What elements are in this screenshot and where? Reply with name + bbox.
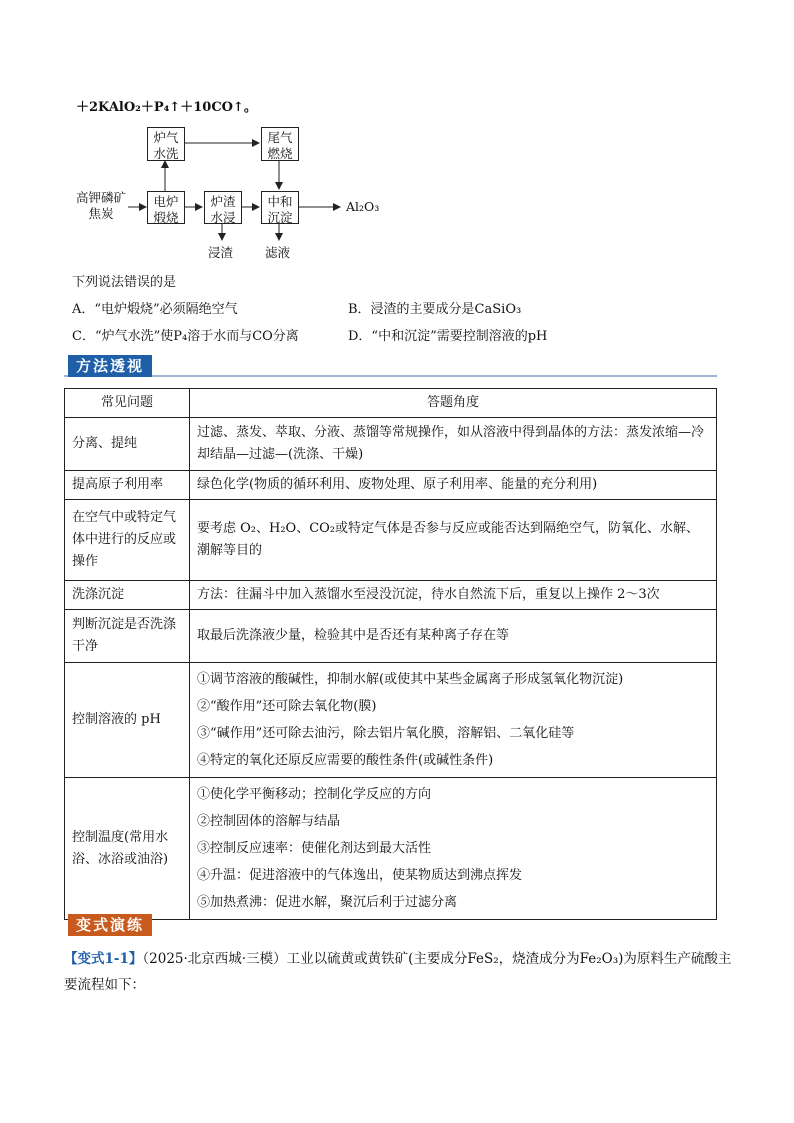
answer-line: ②“酸作用”还可除去氧化物(膜): [197, 699, 377, 714]
answer-line: ①调节溶液的酸碱性，抑制水解(或使其中某些金属离子形成氢氧化物沉淀): [197, 672, 624, 687]
row-topic: 控制溶液的 pH: [65, 663, 190, 778]
answer-line: ⑤加热煮沸：促进水解，聚沉后利于过滤分离: [197, 895, 458, 910]
row-answer: [190, 778, 717, 920]
flow-box-gas-wash: 炉气 水洗: [147, 127, 185, 161]
table-header-answer: 答题角度: [190, 389, 717, 418]
method-banner: 方法透视: [68, 355, 152, 377]
exercise-source: （2025·北京西城·三模）: [142, 951, 287, 967]
flow-input-label: 高钾磷矿 焦炭: [75, 190, 126, 221]
exercise-tag: 【变式1-1】: [64, 951, 143, 967]
row-answer: 要考虑 O₂、H₂O、CO₂或特定气体是否参与反应或能否达到隔绝空气，防氧化、水解、潮解等目的: [190, 500, 717, 581]
flow-residue: 浸渣: [208, 245, 234, 260]
table-row: [65, 610, 717, 663]
table-row: [65, 663, 717, 778]
answer-line: ④升温：促进溶液中的气体逸出，使某物质达到沸点挥发: [197, 868, 523, 883]
method-banner-rule: [64, 375, 717, 377]
row-topic: 洗涤沉淀: [65, 581, 190, 610]
row-topic: 分离、提纯: [65, 418, 190, 471]
flow-box-slag-leach: 炉渣 水浸: [204, 191, 242, 224]
answer-line: ③“碱作用”还可除去油污，除去铝片氧化膜，溶解铝、二氧化硅等: [197, 726, 575, 741]
flow-arrows: [0, 0, 794, 280]
row-topic: 控制温度(常用水浴、冰浴或油浴): [65, 778, 190, 920]
exercise-text: 工业以硫黄或黄铁矿(主要成分FeS₂，烧渣成分为Fe₂O₃)为原料生产硫酸主要流程如下：: [64, 951, 732, 993]
flow-box-tail-gas: 尾气 燃烧: [261, 127, 299, 161]
option-c: C．“炉气水洗”使P₄溶于水而与CO分离: [72, 329, 299, 344]
table-row: [65, 500, 717, 581]
flow-filtrate: 滤液: [265, 245, 291, 260]
row-answer: 过滤、蒸发、萃取、分液、蒸馏等常规操作，如从溶液中得到晶体的方法：蒸发浓缩—冷却结晶—过滤—(洗涤、干燥): [190, 418, 717, 471]
exercise-paragraph: [64, 946, 734, 998]
row-answer: 方法：往漏斗中加入蒸馏水至浸没沉淀，待水自然流下后，重复以上操作 2～3次: [190, 581, 717, 610]
row-topic: 提高原子利用率: [65, 471, 190, 500]
flow-box-furnace: 电炉 煅烧: [147, 191, 185, 224]
row-topic: 判断沉淀是否洗涤干净: [65, 610, 190, 663]
option-d: D．“中和沉淀”需要控制溶液的pH: [348, 329, 548, 344]
table-header-topic: 常见问题: [65, 389, 190, 418]
answer-line: ①使化学平衡移动；控制化学反应的方向: [197, 787, 432, 802]
row-answer: 取最后洗涤液少量，检验其中是否还有某种离子存在等: [190, 610, 717, 663]
table-row: [65, 471, 717, 500]
answer-line: ③控制反应速率：使催化剂达到最大活性: [197, 841, 432, 856]
option-a: A．“电炉煅烧”必须隔绝空气: [72, 302, 238, 317]
answer-line: ②控制固体的溶解与结晶: [197, 814, 341, 829]
answer-line: ④特定的氧化还原反应需要的酸性条件(或碱性条件): [197, 753, 494, 768]
flow-box-neutralize: 中和 沉淀: [261, 191, 299, 224]
variant-banner: 变式演练: [68, 914, 152, 936]
table-row: [65, 581, 717, 610]
row-answer: 绿色化学(物质的循环利用、废物处理、原子利用率、能量的充分利用): [190, 471, 717, 500]
table-row: [65, 778, 717, 920]
row-answer: [190, 663, 717, 778]
flow-product: Al₂O₃: [346, 199, 380, 214]
row-topic: 在空气中或特定气体中进行的反应或操作: [65, 500, 190, 581]
option-b: B．浸渣的主要成分是CaSiO₃: [348, 302, 522, 317]
method-table: [64, 388, 717, 920]
question-stem: 下列说法错误的是: [72, 275, 177, 290]
equation-tail: ＋2KAlO₂＋P₄↑＋10CO↑。: [76, 100, 257, 115]
table-row: [65, 418, 717, 471]
table-header-row: [65, 389, 717, 418]
